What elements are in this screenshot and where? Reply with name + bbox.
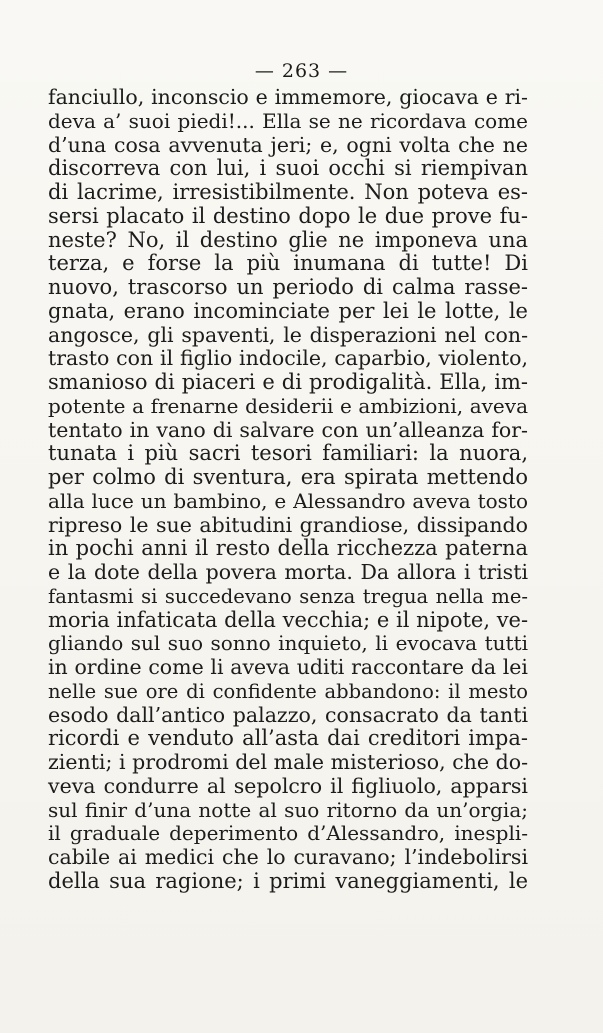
text-line: ricordi e venduto all’asta dai creditori impa- — [48, 726, 528, 751]
text-line: cabile ai medici che lo curavano; l’indebolirsi — [48, 845, 528, 869]
text-line: della sua ragione; i primi vaneggiamenti, le — [48, 868, 528, 893]
page-number: — 263 — — [254, 60, 349, 82]
text-line: smanioso di piaceri e di prodigalità. Ella, im- — [48, 370, 528, 394]
text-line: tunata i più sacri tesori familiari: la nuora, — [48, 441, 528, 466]
text-line: nuovo, trascorso un periodo di calma rasse- — [48, 275, 528, 299]
text-line: tentato in vano di salvare con un’alleanza for- — [48, 417, 528, 442]
text-line: d’una cosa avvenuta jeri; e, ogni volta che ne — [48, 132, 528, 157]
text-line: angosce, gli spaventi, le disperazioni nel con- — [48, 322, 528, 347]
text-line: e la dote della povera morta. Da allora i tristi — [48, 560, 528, 584]
text-line: moria infaticata della vecchia; e il nipote, ve- — [48, 607, 529, 632]
text-line: di lacrime, irresistibilmente. Non poteva es- — [48, 180, 528, 204]
text-line: potente a frenarne desiderii e ambizioni, aveva — [48, 393, 528, 418]
body-text — [48, 86, 528, 894]
text-line: fantasmi si succedevano senza tregua nella me- — [48, 584, 528, 608]
text-line: il graduale deperimento d’Alessandro, inespli- — [48, 821, 528, 846]
text-line: discorreva con lui, i suoi occhi si riempivan — [48, 156, 528, 181]
text-line: zienti; i prodromi del male misterioso, che do- — [48, 750, 528, 774]
text-line: terza, e forse la più inumana di tutte! Di — [48, 251, 528, 276]
text-line: alla luce un bambino, e Alessandro aveva tosto — [48, 488, 528, 513]
text-line: veva condurre al sepolcro il figliuolo, apparsi — [48, 773, 528, 798]
text-line: in ordine come li aveva uditi raccontare da lei — [48, 655, 528, 679]
text-line: gliando sul suo sonno inquieto, li evocava tutti — [48, 631, 528, 656]
text-line: per colmo di sventura, era spirata mettendo — [48, 465, 528, 489]
text-line: ripreso le sue abitudini grandiose, dissipando — [48, 512, 528, 537]
text-line: sersi placato il destino dopo le due prove fu- — [48, 203, 528, 228]
text-line: trasto con il figlio indocile, caparbio, violento, — [48, 346, 528, 371]
text-line: nelle sue ore di confidente abbandono: il mesto — [48, 679, 528, 703]
text-line: sul finir d’una notte al suo ritorno da un’orgia; — [48, 797, 528, 822]
text-line: esodo dall’antico palazzo, consacrato da tanti — [48, 702, 528, 727]
text-line: gnata, erano incominciate per lei le lotte, le — [48, 298, 528, 323]
text-line: neste? No, il destino glie ne imponeva una — [48, 227, 528, 252]
text-line: deva a’ suoi piedi!... Ella se ne ricordava come — [48, 108, 528, 133]
text-line: in pochi anni il resto della ricchezza paterna — [48, 536, 528, 561]
text-line: fanciullo, inconscio e immemore, giocava e ri- — [48, 85, 528, 109]
